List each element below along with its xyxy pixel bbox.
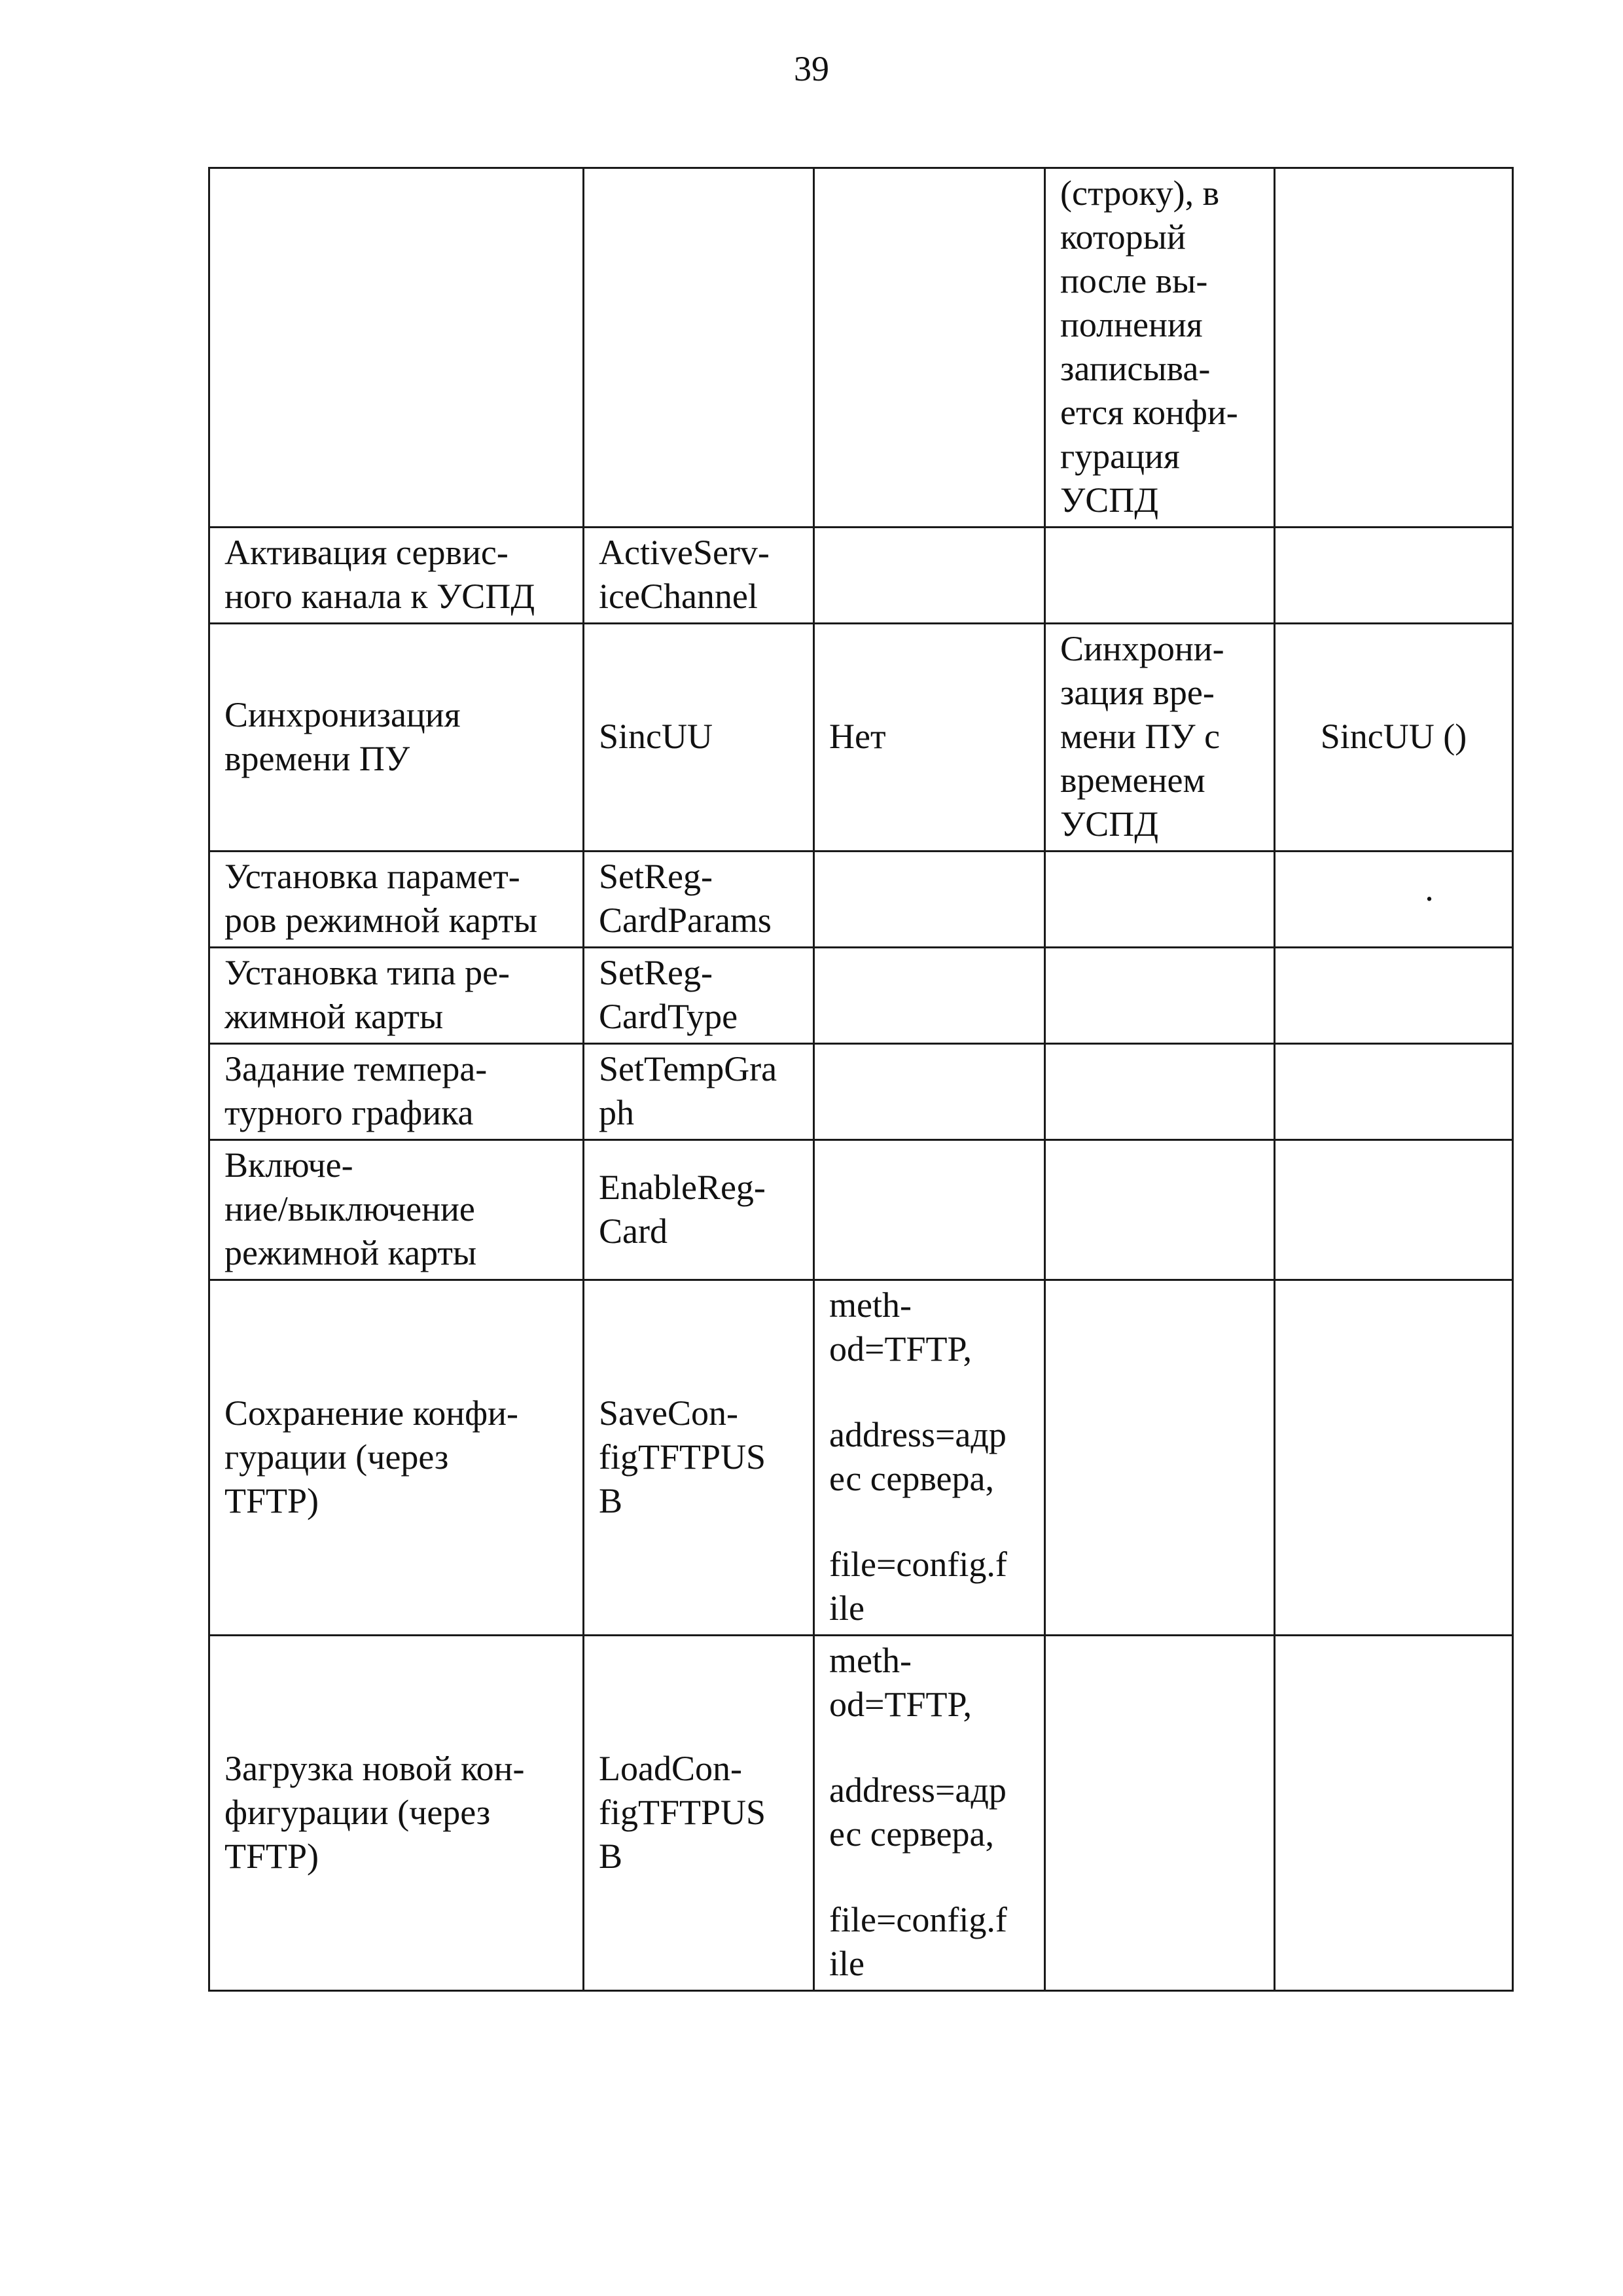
cell-description: [1045, 528, 1275, 624]
cell-line: Синхронизация: [224, 694, 461, 734]
cell-line: записыва-: [1060, 349, 1211, 388]
page-number: 39: [794, 49, 829, 88]
cell-description: [1045, 948, 1275, 1044]
cell-description: [1045, 624, 1275, 852]
cell-name: [209, 1140, 584, 1280]
cell-description: [1045, 168, 1275, 528]
cell-line: SincUU (): [1320, 717, 1467, 756]
cell-line: SincUU: [599, 717, 713, 756]
cell-line: file=config.f: [829, 1545, 1007, 1584]
cell-description: [1045, 1280, 1275, 1636]
cell-line: ес сервера,: [829, 1814, 994, 1854]
cell-name: [209, 1636, 584, 1991]
cell-line: Задание темпера-: [224, 1049, 488, 1088]
cell-description: [1045, 1140, 1275, 1280]
cell-params: [814, 168, 1045, 528]
cell-line: meth-: [829, 1641, 912, 1680]
cell-line: гурация: [1060, 437, 1180, 476]
cell-line: зация вре-: [1060, 673, 1215, 712]
table-row: [209, 948, 1513, 1044]
cell-line: od=TFTP,: [829, 1685, 972, 1724]
cell-example: [1275, 624, 1513, 852]
cell-name: [209, 168, 584, 528]
cell-params: [814, 1044, 1045, 1140]
cell-name: [209, 1044, 584, 1140]
cell-line: ров режимной карты: [224, 901, 538, 940]
cell-line: CardType: [599, 997, 738, 1036]
cell-line: Активация сервис-: [224, 533, 508, 572]
cell-line: address=адр: [829, 1415, 1007, 1454]
cell-description: [1045, 1044, 1275, 1140]
cell-line: полнения: [1060, 305, 1203, 344]
cell-params: [814, 948, 1045, 1044]
cell-line: CardParams: [599, 901, 772, 940]
cell-line: УСПД: [1060, 480, 1159, 520]
table-row: [209, 624, 1513, 852]
cell-line: Установка типа ре-: [224, 953, 510, 992]
cell-line: B: [599, 1480, 623, 1520]
cell-line: figTFTPUS: [599, 1792, 766, 1832]
cell-example: [1275, 948, 1513, 1044]
cell-line: SetReg-: [599, 857, 713, 896]
cell-name: [209, 624, 584, 852]
cell-line: жимной карты: [224, 997, 444, 1036]
cell-line: Card: [599, 1211, 668, 1251]
cell-line: Загрузка новой кон-: [224, 1748, 525, 1788]
cell-description: [1045, 852, 1275, 948]
cell-line: после вы-: [1060, 261, 1208, 300]
cell-line: Нет: [829, 717, 886, 756]
cell-line: фигурации (через: [224, 1792, 491, 1832]
cell-line: TFTP): [224, 1836, 319, 1876]
line-gap: [829, 1501, 1029, 1543]
cell-example: [1275, 528, 1513, 624]
cell-params: [814, 1636, 1045, 1991]
cell-line: ние/выключение: [224, 1189, 475, 1229]
cell-line: режимной карты: [224, 1233, 477, 1272]
cell-line: Установка парамет-: [224, 857, 520, 896]
cell-name: [209, 948, 584, 1044]
cell-line: турного графика: [224, 1093, 474, 1132]
line-gap: [829, 1856, 1029, 1898]
cell-line: ile: [829, 1944, 865, 1983]
cell-example: [1275, 1044, 1513, 1140]
cell-line: address=адр: [829, 1770, 1007, 1810]
line-gap: [829, 1371, 1029, 1413]
cell-line: ного канала к УСПД: [224, 577, 535, 616]
cell-params: [814, 1280, 1045, 1636]
cell-line: SetTempGra: [599, 1049, 777, 1088]
line-gap: [829, 1727, 1029, 1768]
cell-name: [209, 1280, 584, 1636]
cell-example: [1275, 1140, 1513, 1280]
cell-line: ActiveServ-: [599, 533, 770, 572]
cell-line: SaveCon-: [599, 1393, 738, 1433]
cell-command: [584, 1280, 814, 1636]
cell-command: [584, 168, 814, 528]
cell-line: od=TFTP,: [829, 1329, 972, 1369]
cell-line: file=config.f: [829, 1900, 1007, 1939]
cell-line: figTFTPUS: [599, 1437, 766, 1477]
cell-line: Включе-: [224, 1145, 353, 1185]
table-row: [209, 1636, 1513, 1991]
table-row: [209, 168, 1513, 528]
cell-line: SetReg-: [599, 953, 713, 992]
cell-line: ph: [599, 1093, 634, 1132]
cell-line: ile: [829, 1588, 865, 1628]
cell-example: [1275, 1280, 1513, 1636]
cell-example: [1275, 852, 1513, 948]
cell-line: УСПД: [1060, 804, 1159, 844]
cell-line: ес сервера,: [829, 1459, 994, 1498]
table-row: [209, 1044, 1513, 1140]
cell-line: LoadCon-: [599, 1748, 742, 1788]
cell-name: [209, 852, 584, 948]
cell-command: [584, 1044, 814, 1140]
cell-line: мени ПУ с: [1060, 717, 1221, 756]
cell-command: [584, 1140, 814, 1280]
cell-line: EnableReg-: [599, 1167, 766, 1207]
stray-mark: ·: [1423, 879, 1435, 918]
cell-params: [814, 1140, 1045, 1280]
cell-line: ется конфи-: [1060, 393, 1238, 432]
cell-line: гурации (через: [224, 1437, 449, 1477]
cell-line: времени ПУ: [224, 738, 410, 778]
cell-line: meth-: [829, 1285, 912, 1325]
cell-params: [814, 528, 1045, 624]
cell-command: [584, 624, 814, 852]
cell-line: TFTP): [224, 1480, 319, 1520]
cell-command: [584, 948, 814, 1044]
cell-line: (строку), в: [1060, 173, 1220, 213]
cell-params: [814, 624, 1045, 852]
cell-line: временем: [1060, 761, 1205, 800]
cell-params: [814, 852, 1045, 948]
cell-name: [209, 528, 584, 624]
table-row: [209, 1280, 1513, 1636]
cell-command: [584, 852, 814, 948]
cell-description: [1045, 1636, 1275, 1991]
cell-line: B: [599, 1836, 623, 1876]
cell-example: [1275, 1636, 1513, 1991]
cell-line: Синхрони-: [1060, 629, 1224, 668]
commands-table: [208, 167, 1514, 1992]
table-row: [209, 1140, 1513, 1280]
cell-command: [584, 1636, 814, 1991]
cell-line: который: [1060, 217, 1186, 257]
cell-example: [1275, 168, 1513, 528]
cell-line: iceChannel: [599, 577, 758, 616]
table-row: [209, 528, 1513, 624]
table-row: [209, 852, 1513, 948]
cell-line: Сохранение конфи-: [224, 1393, 519, 1433]
cell-command: [584, 528, 814, 624]
